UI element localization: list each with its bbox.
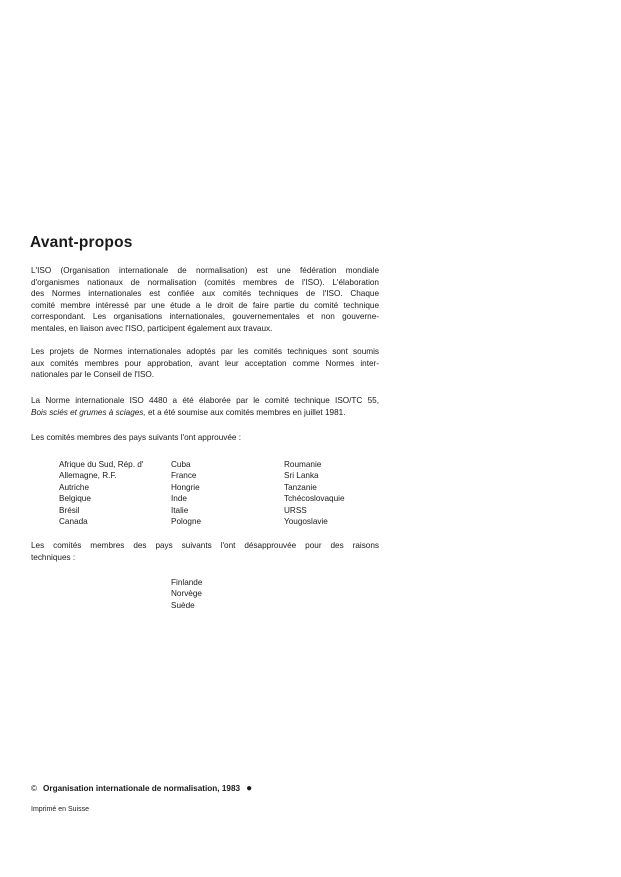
country-item: Sri Lanka (284, 471, 319, 481)
text-line (31, 407, 379, 419)
text-line: mentales, en liaison avec l'ISO, participent également aux travaux. (31, 323, 273, 333)
country-item: Inde (171, 494, 187, 504)
country-item: Cuba (171, 460, 191, 469)
approved-countries-col-3 (284, 459, 345, 527)
country-item: Allemagne, R.F. (59, 471, 117, 481)
paragraph-standard-info (31, 395, 379, 418)
paragraph-approved-intro (31, 432, 379, 444)
text-line: comité membre intéressé par une étude a le droit de faire partie du comité technique (31, 300, 379, 310)
text-line: d'organismes nationaux de normalisation (comités membres de l'ISO). L'élaboration (31, 277, 379, 287)
country-item: Tanzanie (284, 482, 317, 492)
copyright-text: Organisation internationale de normalisation, 1983 (43, 784, 241, 793)
disapproved-countries (171, 577, 202, 611)
text-line: L'ISO (Organisation internationale de normalisation) est une fédération mondiale (31, 266, 379, 275)
text-line: aux comités membres pour approbation, avant leur acceptation comme Normes inter- (31, 358, 379, 368)
text-line: des Normes internationales est confiée aux comités techniques de l'ISO. Chaque (31, 289, 379, 299)
country-item: Finlande (171, 578, 203, 587)
approved-countries-col-1 (59, 459, 143, 527)
text-line: Les projets de Normes internationales adoptés par les comités techniques sont soumis (31, 347, 379, 356)
country-item: France (171, 471, 197, 481)
printed-in-note: Imprimé en Suisse (31, 806, 89, 813)
country-item: Pologne (171, 517, 202, 527)
text-line: La Norme internationale ISO 4480 a été élaborée par le comité technique ISO/TC 55, (31, 396, 379, 405)
country-item: Brésil (59, 505, 80, 515)
country-item: Italie (171, 505, 189, 515)
country-item: Afrique du Sud, Rép. d' (59, 460, 144, 469)
paragraph-approval-process (31, 346, 379, 381)
country-item: Belgique (59, 494, 91, 504)
paragraph-disapproved-intro (31, 540, 379, 563)
copyright-notice (31, 783, 252, 794)
country-item: Tchécoslovaquie (284, 494, 345, 504)
country-item: Canada (59, 517, 88, 527)
text-fragment: et a été soumise aux comités membres en juillet 1981. (145, 407, 346, 417)
country-item: URSS (284, 505, 307, 515)
country-item: Hongrie (171, 482, 200, 492)
country-item: Suède (171, 600, 195, 610)
text-line: Les comités membres des pays suivants l'ont approuvée : (31, 433, 241, 442)
text-line: nationales par le Conseil de l'ISO. (31, 370, 155, 380)
paragraph-iso-intro (31, 265, 379, 335)
country-item: Yougoslavie (284, 517, 328, 527)
country-item: Roumanie (284, 460, 322, 469)
text-line: correspondant. Les organisations internationales, gouvernementales et non gouverne- (31, 312, 379, 322)
text-line: techniques : (31, 552, 76, 562)
text-line: Les comités membres des pays suivants l'ont désapprouvée pour des raisons (31, 541, 379, 550)
bullet-icon: ● (246, 783, 253, 794)
approved-countries-col-2 (171, 459, 201, 527)
committee-title: Bois sciés et grumes à sciages, (31, 407, 146, 417)
country-item: Autriche (59, 482, 90, 492)
copyright-icon: © (31, 784, 38, 793)
page-title: Avant-propos (30, 234, 133, 251)
country-item: Norvège (171, 589, 202, 599)
